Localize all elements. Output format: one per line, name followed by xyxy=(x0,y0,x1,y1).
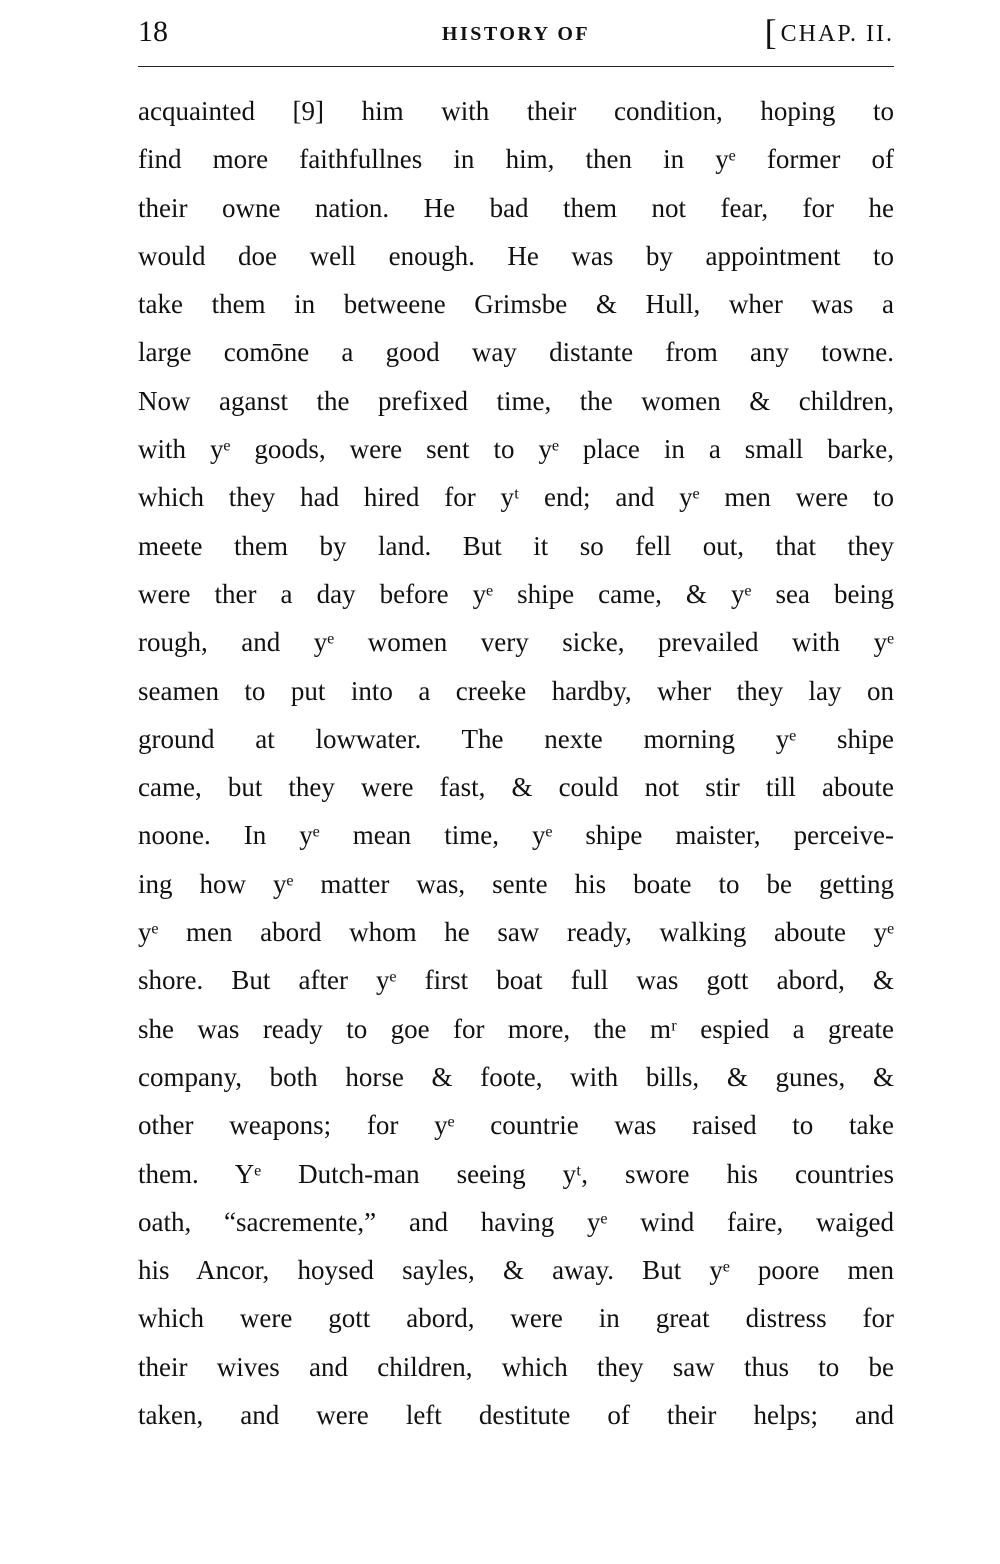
text-line: taken, and were left destitute of their helps; and xyxy=(138,1400,894,1431)
page-header xyxy=(138,14,894,50)
text-line: their wives and children, which they saw thus to be xyxy=(138,1351,894,1382)
text-line: noone. In yᵉ mean time, yᵉ shipe maister, perceive- xyxy=(138,820,894,851)
text-line: Now aganst the prefixed time, the women & children, xyxy=(138,385,894,416)
text-line: rough, and yᵉ women very sicke, prevailed with yᵉ xyxy=(138,627,894,658)
running-title: HISTORY OF xyxy=(441,23,591,45)
body-text xyxy=(138,87,894,1439)
text-line: them. Yᵉ Dutch-man seeing yᵗ, swore his countries xyxy=(138,1158,894,1189)
text-line: came, but they were fast, & could not stir till aboute xyxy=(138,772,894,803)
text-line: were ther a day before yᵉ shipe came, & yᵉ sea being xyxy=(138,578,894,609)
text-line: which were gott abord, were in great distress for xyxy=(138,1303,894,1334)
header-rule xyxy=(138,66,894,67)
text-line: company, both horse & foote, with bills, & gunes, & xyxy=(138,1061,894,1092)
text-line: meete them by land. But it so fell out, that they xyxy=(138,530,894,561)
text-line: which they had hired for yᵗ end; and yᵉ men were to xyxy=(138,482,894,513)
text-line: take them in betweene Grimsbe & Hull, wher was a xyxy=(138,289,894,320)
chapter-label: CHAP. II. xyxy=(780,21,894,47)
text-line: large comōne a good way distante from any towne. xyxy=(138,337,894,368)
chapter-bracket: [ xyxy=(764,12,779,52)
text-line: acquainted [9] him with their condition, hoping to xyxy=(138,96,894,126)
text-line: other weapons; for yᵉ countrie was raised to take xyxy=(138,1110,894,1141)
page-number: 18 xyxy=(138,15,168,48)
text-line: shore. But after yᵉ first boat full was gott abord, & xyxy=(138,965,894,996)
text-line: oath, “sacremente,” and having yᵉ wind faire, waiged xyxy=(138,1206,894,1237)
text-line: would doe well enough. He was by appointment to xyxy=(138,240,894,271)
text-line: find more faithfullnes in him, then in yᵉ former of xyxy=(138,144,894,175)
text-line: ing how yᵉ matter was, sente his boate to be getting xyxy=(138,868,894,899)
text-line: she was ready to goe for more, the mʳ espied a greate xyxy=(138,1013,894,1044)
text-line: yᵉ men abord whom he saw ready, walking aboute yᵉ xyxy=(138,917,894,948)
text-line: their owne nation. He bad them not fear, for he xyxy=(138,192,894,223)
text-line: with yᵉ goods, were sent to yᵉ place in a small barke, xyxy=(138,434,894,465)
text-line: seamen to put into a creeke hardby, wher they lay on xyxy=(138,675,894,706)
text-line: his Ancor, hoysed sayles, & away. But yᵉ poore men xyxy=(138,1255,894,1286)
text-line: ground at lowwater. The nexte morning yᵉ shipe xyxy=(138,723,894,754)
chapter-reference xyxy=(765,14,894,52)
